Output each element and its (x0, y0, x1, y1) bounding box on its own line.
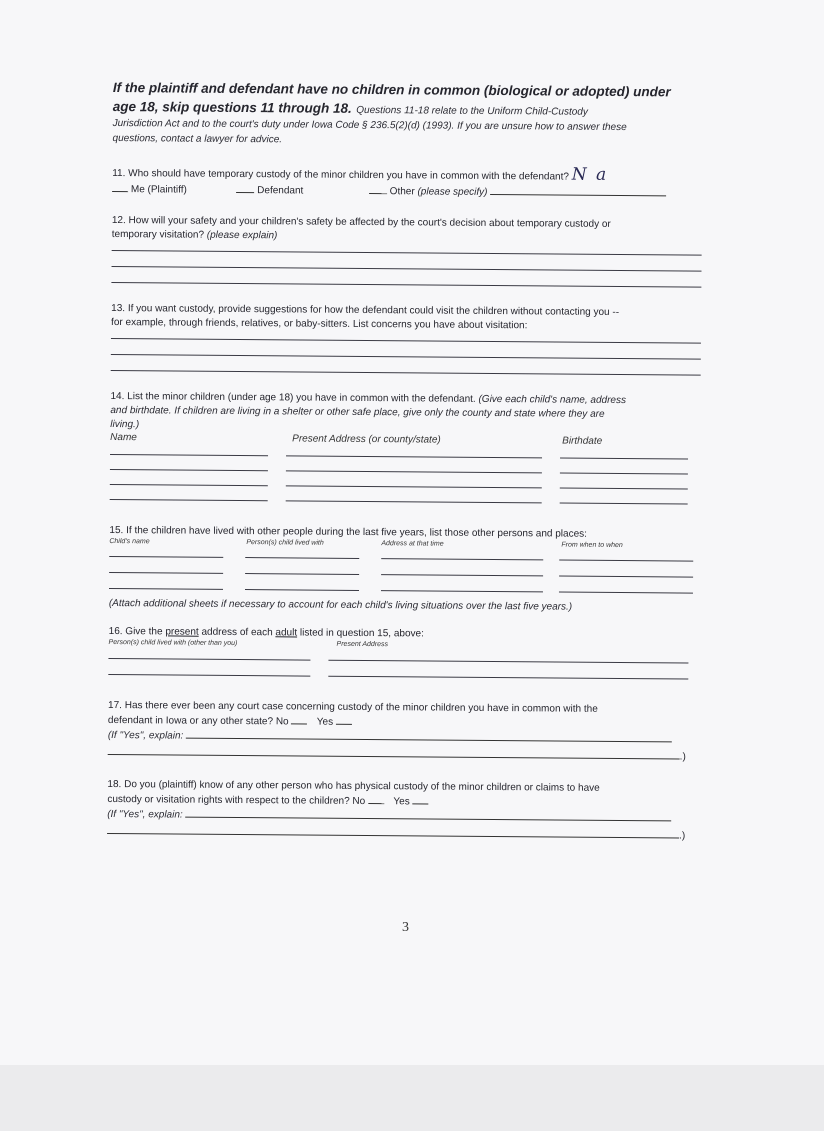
question-16-adult: adult (275, 627, 298, 639)
question-16-text-start: 16. Give the (108, 625, 163, 638)
history-address-line[interactable] (381, 558, 543, 560)
question-14 (110, 390, 701, 515)
question-15-text: 15. If the children have lived with other people during the last five years, list those other persons and places: (109, 524, 587, 540)
me-blank[interactable] (112, 182, 128, 192)
living-history-table (109, 548, 699, 601)
q18-yes-blank[interactable] (412, 794, 428, 804)
history-when-line[interactable] (559, 576, 693, 578)
intro-small-line3: Jurisdiction Act and to the court's duty under Iowa Code § 236.5(2)(d) (1993). If you are unsure how to answer these (112, 117, 627, 134)
q18-explain-field-2[interactable] (107, 824, 679, 838)
child-birthdate-line[interactable] (560, 458, 688, 460)
question-11-text: 11. Who should have temporary custody of the minor children you have in common with the defendant? (112, 167, 570, 183)
option-defendant: Defendant (257, 185, 304, 197)
col-header-present-address: Present Address (336, 640, 389, 649)
question-17-yes: Yes (316, 716, 334, 728)
children-table (110, 446, 700, 515)
question-18-text2: custody or visitation rights with respect to the children? No (107, 793, 366, 808)
form-content (107, 78, 703, 844)
question-17-text2: defendant in Iowa or any other state? No (107, 714, 289, 728)
col-header-birthdate: Birthdate (562, 435, 603, 447)
option-other: Other (389, 186, 415, 198)
question-18 (107, 778, 697, 844)
adult-address-line[interactable] (328, 676, 688, 680)
question-16-text-end: listed in question 15, above: (299, 627, 424, 640)
col-header-person-other: Person(s) child lived with (other than you) (108, 638, 238, 647)
option-me: Me (Plaintiff) (130, 184, 187, 196)
question-14-note3: living.) (110, 418, 140, 431)
q17-explain-field-2[interactable] (108, 745, 680, 759)
col-header-person: Person(s) child lived with (246, 539, 324, 547)
child-name-line[interactable] (110, 454, 268, 456)
page-number: 3 (402, 920, 409, 935)
question-11 (112, 164, 702, 202)
question-12-text2: temporary visitation? (111, 228, 205, 241)
intro-small-line4: questions, contact a lawyer for advice. (112, 132, 283, 146)
history-address-line[interactable] (381, 574, 543, 576)
q18-no-blank[interactable] (368, 794, 384, 804)
other-blank[interactable] (369, 184, 387, 194)
question-16-text-mid: address of each (201, 626, 273, 639)
question-13-text: 13. If you want custody, provide suggestions for how the defendant could visit the children without contacting you -- (111, 302, 620, 318)
question-16 (108, 625, 698, 686)
child-birthdate-line[interactable] (560, 488, 688, 490)
question-17-text: 17. Has there ever been any court case concerning custody of the minor children you have in common with the (108, 699, 598, 715)
intro-block (112, 78, 703, 151)
child-birthdate-line[interactable] (560, 473, 688, 475)
answer-line[interactable] (111, 282, 701, 288)
question-14-note1: (Give each child's name, address (478, 393, 627, 407)
child-address-line[interactable] (286, 455, 542, 458)
question-17 (108, 699, 698, 765)
child-address-line[interactable] (286, 500, 542, 503)
history-person-line[interactable] (245, 573, 359, 575)
adult-person-line[interactable] (108, 674, 310, 677)
answer-line[interactable] (111, 338, 701, 344)
intro-small-line2: Questions 11-18 relate to the Uniform Child-Custody (356, 104, 588, 118)
option-other-note: (please specify) (417, 186, 488, 198)
col-header-child-name: Child's name (109, 537, 150, 546)
col-header-address: Present Address (or county/state) (292, 433, 441, 446)
question-14-note2: and birthdate. If children are living in a shelter or other safe place, give only the county and state where they are (110, 404, 605, 420)
answer-line[interactable] (112, 250, 702, 256)
attach-note: (Attach additional sheets if necessary to account for each child's living situations over the last five years.) (108, 597, 573, 613)
child-birthdate-line[interactable] (560, 503, 688, 505)
intro-bold-line1: If the plaintiff and defendant have no children in common (biological or adopted) under (112, 79, 671, 100)
adult-address-line[interactable] (328, 660, 688, 664)
question-12-text: 12. How will your safety and your children's safety be affected by the court's decision about temporary custody or (111, 214, 611, 230)
history-address-line[interactable] (381, 590, 543, 592)
answer-line[interactable] (111, 370, 701, 376)
question-17-close: .) (679, 751, 686, 763)
history-child-line[interactable] (109, 572, 223, 574)
history-child-line[interactable] (109, 588, 223, 590)
child-name-line[interactable] (110, 469, 268, 471)
history-child-line[interactable] (109, 556, 223, 558)
handwritten-answer: N a (571, 164, 609, 185)
col-header-name: Name (110, 431, 137, 444)
intro-bold-line2: age 18, skip questions 11 through 18. (112, 98, 352, 116)
question-13-text2: for example, through friends, relatives, or baby-sitters. List concerns you have about visitation: (111, 316, 528, 332)
question-18-yes: Yes (393, 796, 410, 808)
answer-line[interactable] (111, 354, 701, 360)
question-17-explain: (If "Yes", explain: (107, 729, 184, 742)
question-18-explain: (If "Yes", explain: (107, 808, 183, 821)
question-12 (111, 214, 702, 288)
adult-address-table (108, 649, 698, 686)
child-address-line[interactable] (286, 470, 542, 473)
question-16-present: present (165, 626, 199, 638)
q17-no-blank[interactable] (291, 714, 307, 724)
child-name-line[interactable] (110, 499, 268, 501)
child-address-line[interactable] (286, 485, 542, 488)
question-14-text: 14. List the minor children (under age 18) you have in common with the defendant. (110, 390, 476, 405)
question-12-note: (please explain) (206, 229, 278, 242)
adult-person-line[interactable] (108, 658, 310, 661)
history-person-line[interactable] (245, 557, 359, 559)
question-13 (111, 302, 702, 376)
other-specify-field[interactable] (490, 185, 666, 196)
child-name-line[interactable] (110, 484, 268, 486)
answer-line[interactable] (112, 266, 702, 272)
question-18-close: .) (679, 830, 686, 842)
defendant-blank[interactable] (236, 183, 254, 193)
history-person-line[interactable] (245, 589, 359, 591)
question-18-text: 18. Do you (plaintiff) know of any other person who has physical custody of the minor children or claims to have (107, 778, 600, 794)
history-when-line[interactable] (559, 592, 693, 594)
col-header-address-then: Address at that time (381, 540, 444, 548)
scan-bottom-strip (0, 1065, 824, 1131)
question-15 (109, 524, 700, 614)
history-when-line[interactable] (559, 560, 693, 562)
q17-yes-blank[interactable] (336, 715, 352, 725)
col-header-when: From when to when (561, 541, 623, 550)
